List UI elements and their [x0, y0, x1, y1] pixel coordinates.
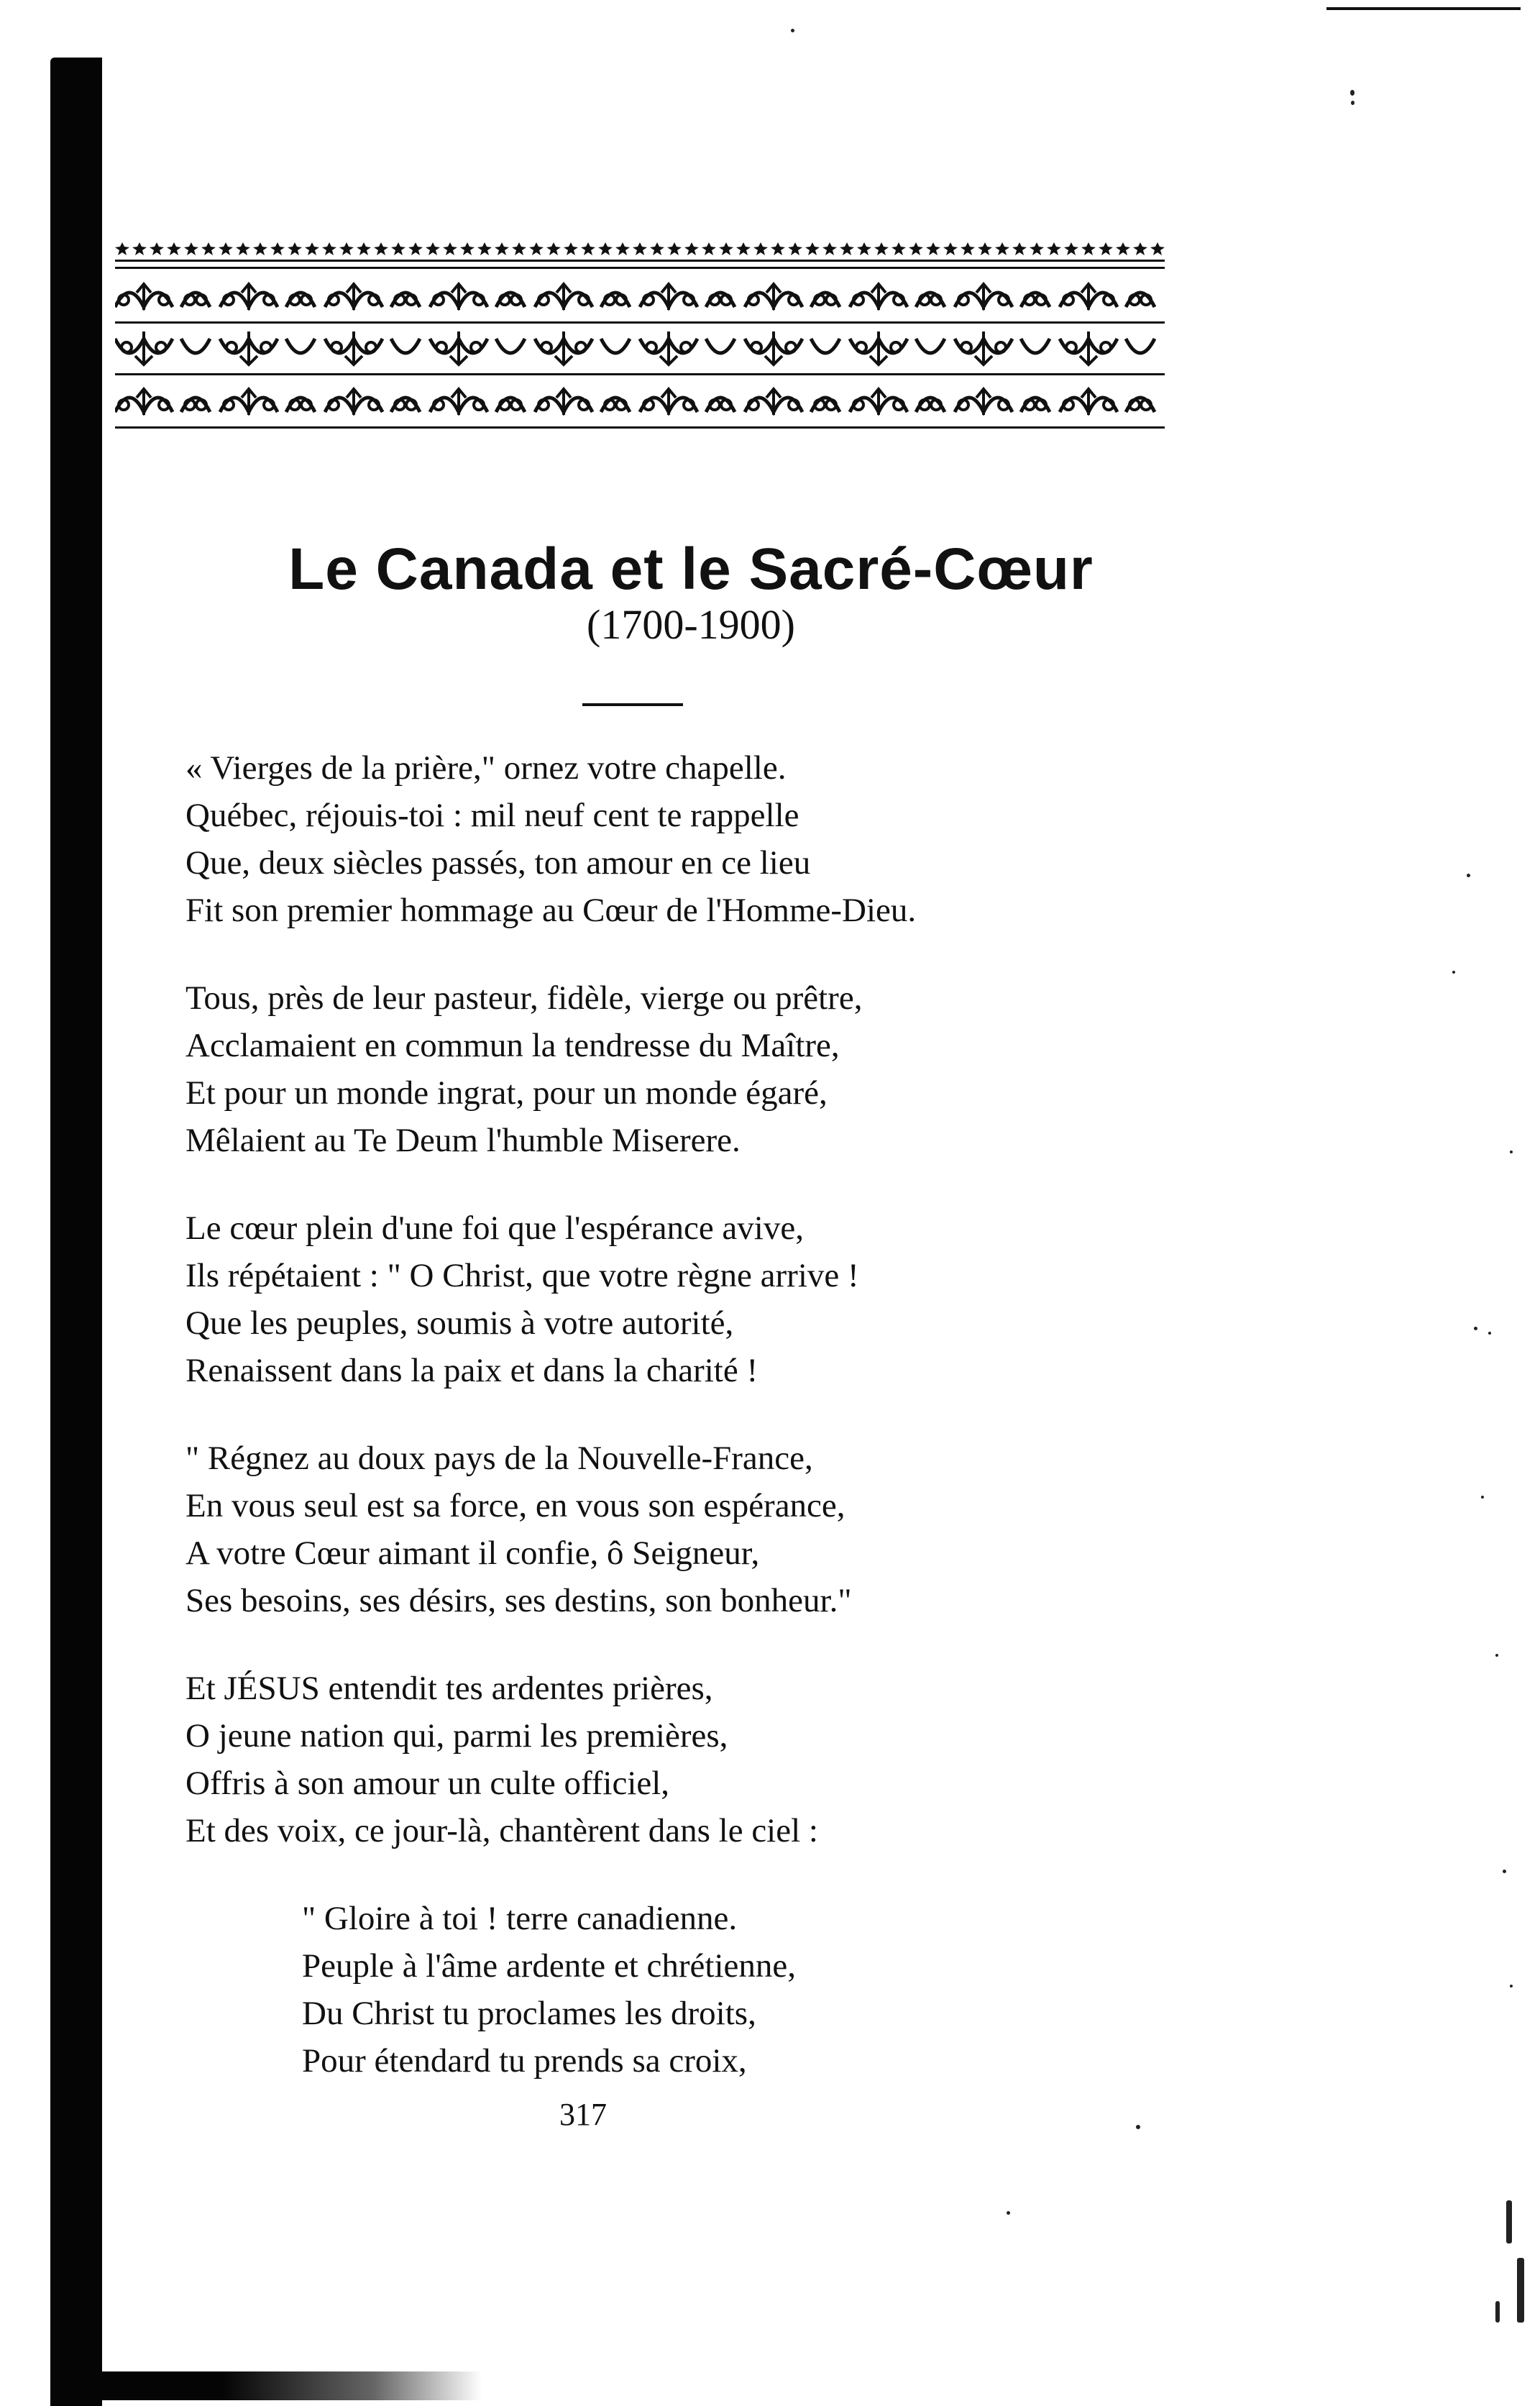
poem-line: " Régnez au doux pays de la Nouvelle-France,: [185, 1440, 813, 1477]
poem-line: " Gloire à toi ! terre canadienne.: [302, 1900, 738, 1937]
scan-dust: [1481, 1496, 1484, 1499]
poem-line: En vous seul est sa force, en vous son espérance,: [185, 1487, 845, 1524]
poem-line: Pour étendard tu prends sa croix,: [302, 2042, 747, 2080]
poem-body: [185, 744, 1264, 2125]
poem-line: Mêlaient au Te Deum l'humble Miserere.: [185, 1122, 741, 1159]
scan-dust: [1503, 1870, 1506, 1873]
scan-dust: [791, 29, 794, 32]
title-divider: [582, 703, 683, 706]
scan-dust: [1467, 874, 1470, 877]
poem-line: Et pour un monde ingrat, pour un monde égaré,: [185, 1074, 828, 1112]
poem-line: Le cœur plein d'une foi que l'espérance avive,: [185, 1209, 804, 1247]
scan-edge-line: [1326, 7, 1521, 10]
scan-dust: [1517, 2258, 1524, 2323]
poem-line: A votre Cœur aimant il confie, ô Seigneur,: [185, 1534, 760, 1572]
poem-line: Peuple à l'âme ardente et chrétienne,: [302, 1947, 797, 1985]
scan-dust: [1350, 90, 1355, 96]
poem-line: Renaissent dans la paix et dans la charité !: [185, 1352, 758, 1389]
scan-dust: [1351, 101, 1355, 105]
scan-dust: [1495, 1654, 1498, 1657]
poem-line: Ils répétaient : " O Christ, que votre règne arrive !: [185, 1257, 859, 1294]
poem-line: « Vierges de la prière," ornez votre chapelle.: [185, 749, 787, 787]
poem-title: Le Canada et le Sacré-Cœur: [288, 536, 1094, 602]
scan-dust: [1488, 1332, 1491, 1335]
poem-line: Tous, près de leur pasteur, fidèle, vierge ou prêtre,: [185, 979, 863, 1017]
scan-dust: [1510, 1985, 1513, 1988]
scan-dust: [1007, 2211, 1010, 2215]
poem-line: Fit son premier hommage au Cœur de l'Homme-Dieu.: [185, 892, 917, 929]
stanza: [185, 1665, 1264, 1854]
scan-binding-shadow: [50, 58, 102, 2406]
scan-dust: [1510, 1151, 1513, 1153]
scan-dust: [1452, 971, 1455, 974]
poem-line: Ses besoins, ses désirs, ses destins, son bonheur.": [185, 1582, 852, 1619]
poem-line: Du Christ tu proclames les droits,: [302, 1995, 756, 2032]
stanza: [185, 744, 1264, 934]
decorative-header-ornament: [115, 241, 1165, 435]
stanza: [185, 974, 1264, 1164]
scan-dust: [1506, 2200, 1512, 2243]
poem-line: Acclamaient en commun la tendresse du Maître,: [185, 1027, 840, 1064]
poem-line: Que, deux siècles passés, ton amour en ce lieu: [185, 844, 811, 882]
poem-date-range: (1700-1900): [587, 601, 795, 648]
poem-line: Et des voix, ce jour-là, chantèrent dans le ciel :: [185, 1812, 818, 1849]
stanza: [185, 1435, 1264, 1624]
poem-line: Offris à son amour un culte officiel,: [185, 1765, 670, 1802]
scan-dust: [1474, 1327, 1477, 1330]
poem-line: Québec, réjouis-toi : mil neuf cent te rappelle: [185, 797, 799, 834]
poem-line: O jeune nation qui, parmi les premières,: [185, 1717, 728, 1755]
scan-dust: [1495, 2301, 1500, 2323]
scan-bottom-shadow: [50, 2371, 482, 2400]
poem-line: Que les peuples, soumis à votre autorité,: [185, 1304, 734, 1342]
poem-line: Et JÉSUS entendit tes ardentes prières,: [185, 1670, 713, 1707]
stanza: [185, 1204, 1264, 1394]
page-number: 317: [559, 2097, 607, 2132]
stanza-indented: [185, 1895, 1264, 2085]
